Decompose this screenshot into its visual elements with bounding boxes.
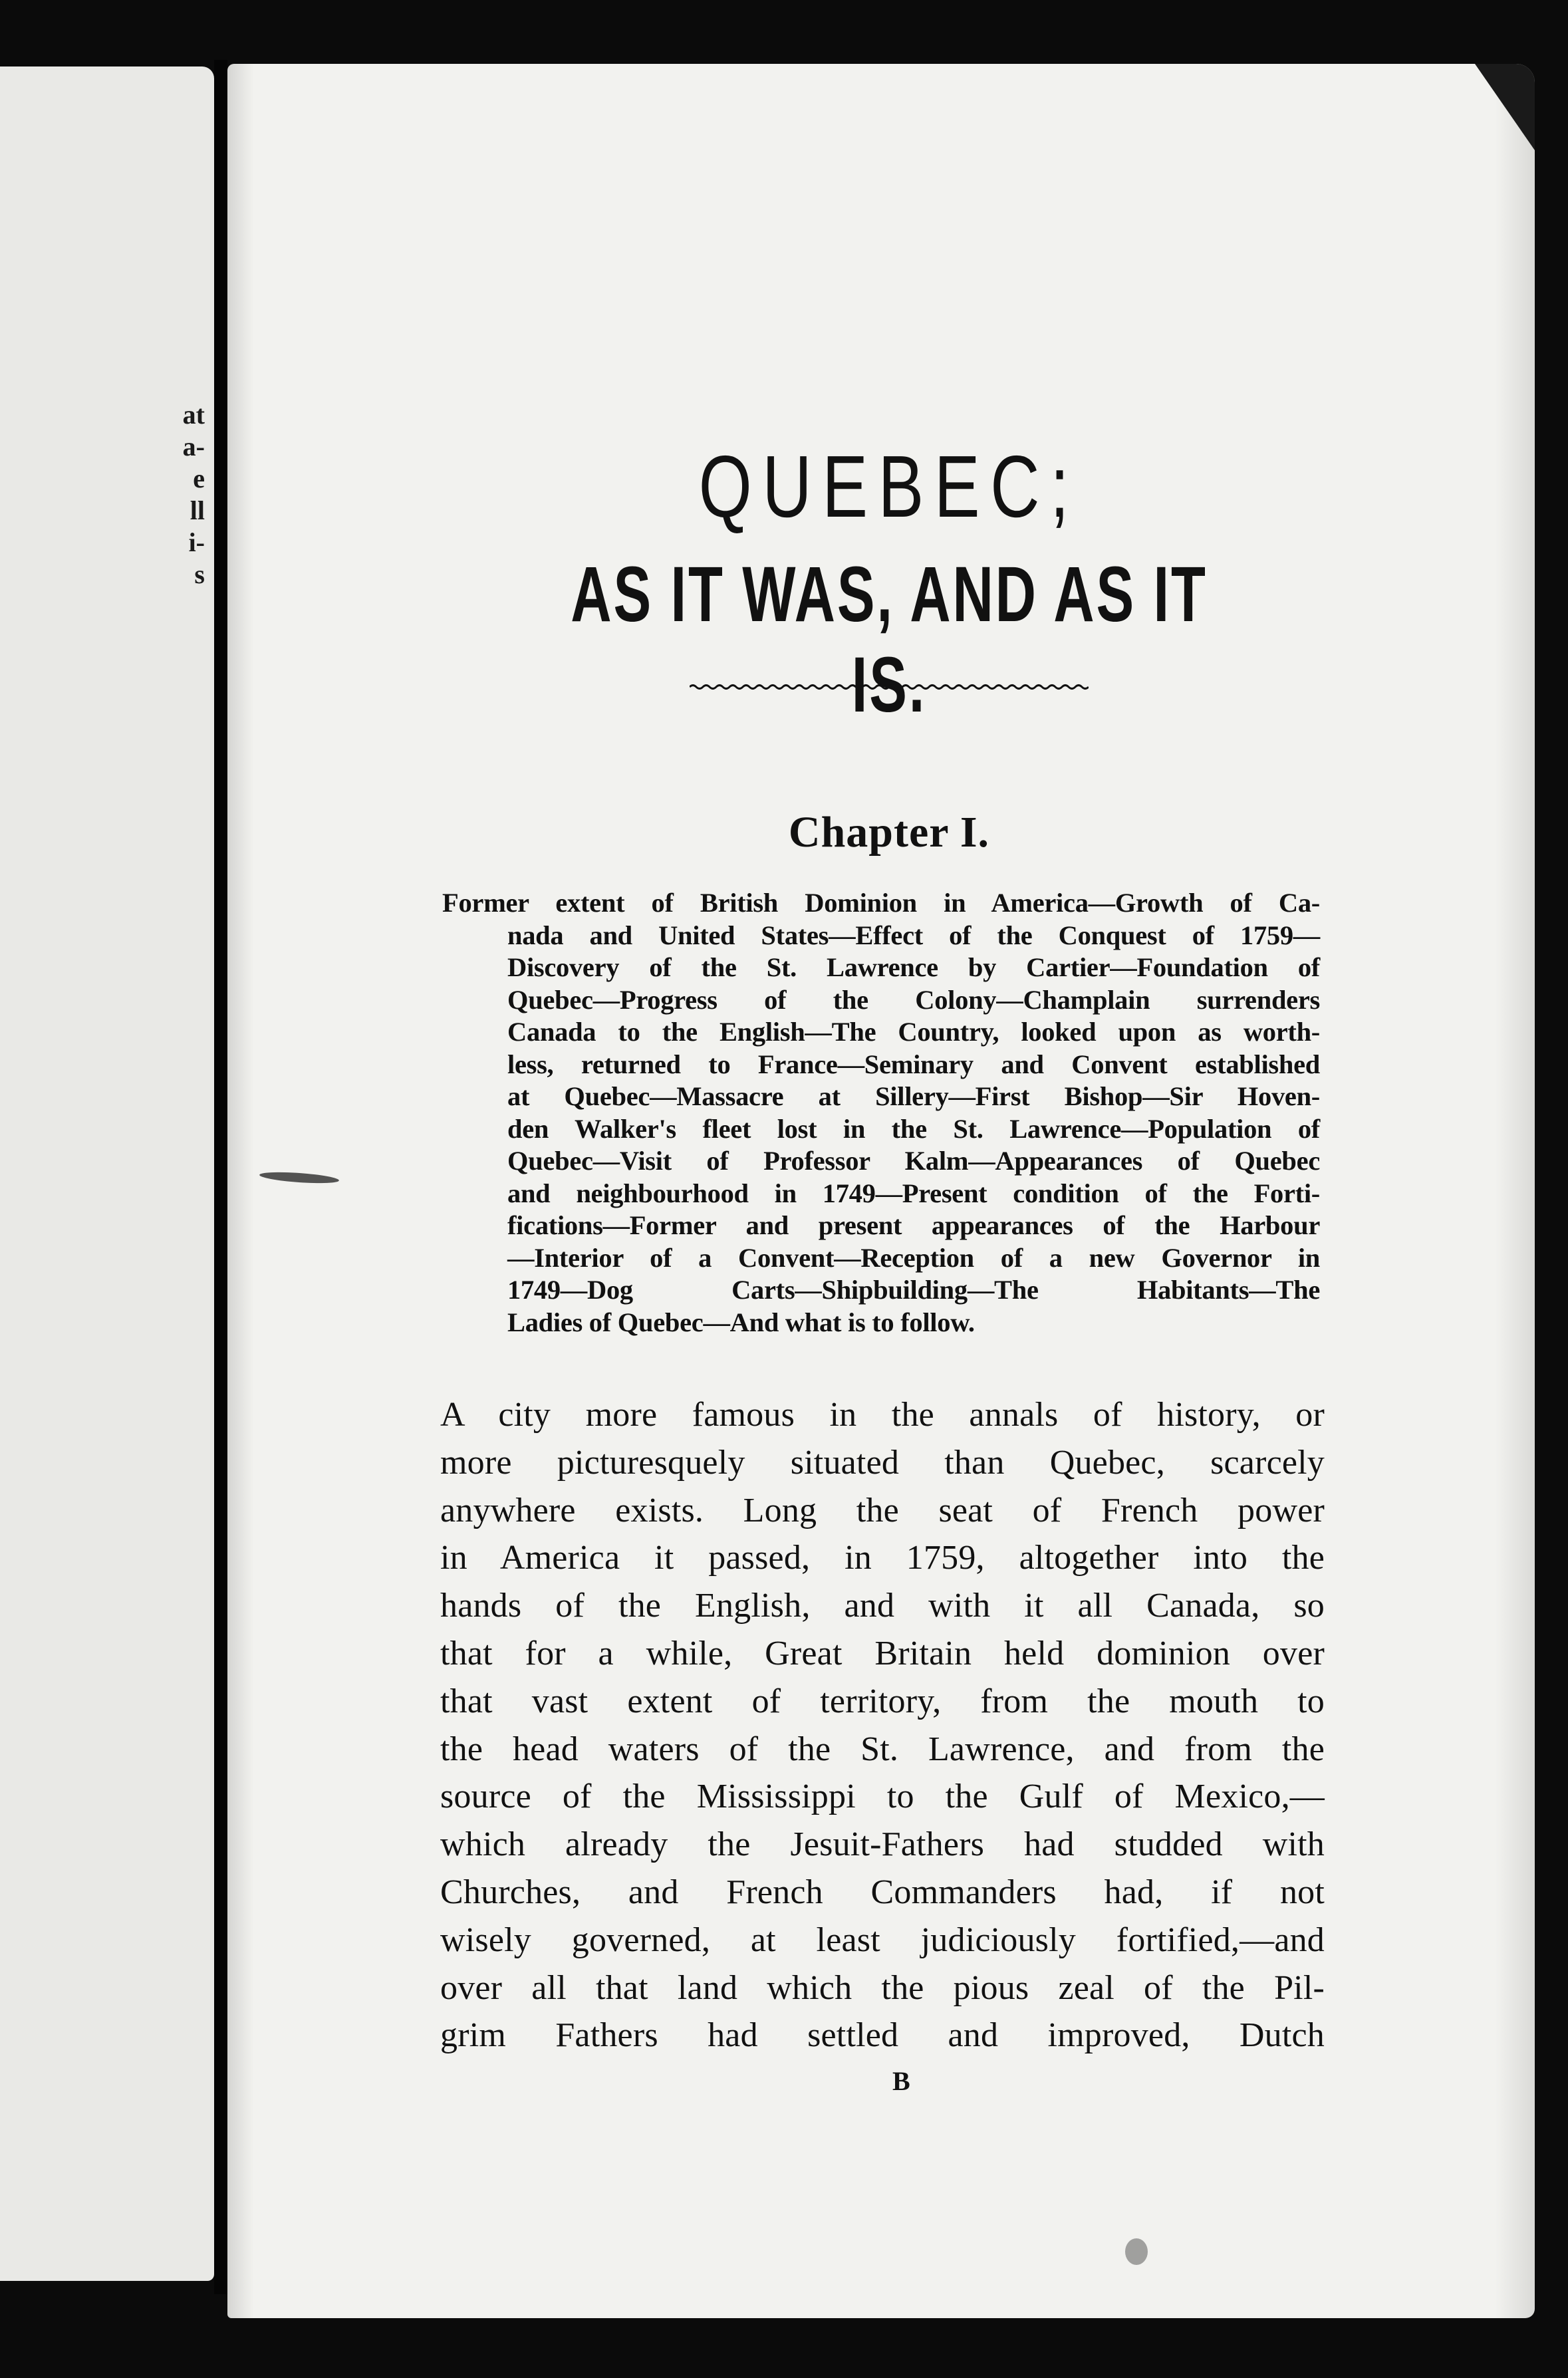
previous-page-text-fragments	[165, 399, 205, 591]
summary-line: fications—Former and present appearances of the Harbour	[507, 1210, 1320, 1240]
summary-line: at Quebec—Massacre at Sillery—First Bishop—Sir Hoven-	[507, 1081, 1320, 1111]
ink-smudge	[1125, 2238, 1148, 2265]
page-title: QUEBEC;	[698, 438, 1080, 535]
fragment: e	[193, 463, 205, 493]
dog-eared-corner	[1475, 64, 1535, 150]
body-line: wisely governed, at least judiciously fortified,—and	[440, 1920, 1325, 1959]
summary-line: and neighbourhood in 1749—Present condition of the Forti-	[507, 1178, 1320, 1208]
body-line: hands of the English, and with it all Canada, so	[440, 1587, 1325, 1625]
summary-line: den Walker's fleet lost in the St. Lawrence—Population of	[507, 1113, 1320, 1144]
fragment: ll	[190, 495, 205, 525]
book-gutter	[214, 60, 227, 2294]
body-line: grim Fathers had settled and improved, Dutch	[440, 2016, 1325, 2055]
body-line: that for a while, Great Britain held dominion over	[440, 1634, 1325, 1672]
summary-line: Ladies of Quebec—And what is to follow.	[507, 1307, 975, 1337]
summary-line: 1749—Dog Carts—Shipbuilding—The Habitants—The	[507, 1275, 1320, 1305]
ink-smudge	[259, 1170, 340, 1185]
fragment: a-	[182, 432, 205, 462]
body-line: over all that land which the pious zeal of the Pil-	[440, 1968, 1325, 2007]
summary-line: Former extent of British Dominion in America—Growth of Ca-	[442, 888, 1320, 918]
decorative-wavy-rule	[690, 682, 1089, 692]
fragment: i-	[188, 527, 205, 557]
summary-line: —Interior of a Convent—Reception of a new Governor in	[507, 1242, 1320, 1273]
body-line: that vast extent of territory, from the mouth to	[440, 1682, 1325, 1720]
page-subtitle: AS IT WAS, AND AS IT IS.	[571, 551, 1208, 729]
body-line: the head waters of the St. Lawrence, and from the	[440, 1730, 1325, 1768]
summary-line: nada and United States—Effect of the Conquest of 1759—	[507, 920, 1320, 950]
body-line: in America it passed, in 1759, altogether into the	[440, 1539, 1325, 1577]
summary-line: Quebec—Visit of Professor Kalm—Appearances of Quebec	[507, 1146, 1320, 1176]
fragment: at	[182, 400, 205, 430]
signature-mark: B	[892, 2066, 910, 2096]
body-line: source of the Mississippi to the Gulf of Mexico,—	[440, 1778, 1325, 1816]
body-line: which already the Jesuit-Fathers had studded with	[440, 1825, 1325, 1864]
previous-page-edge	[0, 66, 214, 2281]
fragment: s	[194, 559, 205, 589]
chapter-heading: Chapter I.	[788, 808, 990, 857]
summary-line: Quebec—Progress of the Colony—Champlain surrenders	[507, 984, 1320, 1015]
body-line: anywhere exists. Long the seat of French power	[440, 1491, 1325, 1529]
body-line: Churches, and French Commanders had, if not	[440, 1873, 1325, 1911]
body-paragraph	[440, 1391, 1325, 2059]
summary-line: Discovery of the St. Lawrence by Cartier—Foundation of	[507, 952, 1320, 982]
chapter-summary	[442, 887, 1320, 1339]
book-page	[227, 64, 1535, 2318]
summary-line: less, returned to France—Seminary and Convent established	[507, 1049, 1320, 1079]
body-line: A city more famous in the annals of history, or	[440, 1396, 1325, 1434]
summary-line: Canada to the English—The Country, looked upon as worth-	[507, 1017, 1320, 1047]
body-line: more picturesquely situated than Quebec, scarcely	[440, 1443, 1325, 1482]
